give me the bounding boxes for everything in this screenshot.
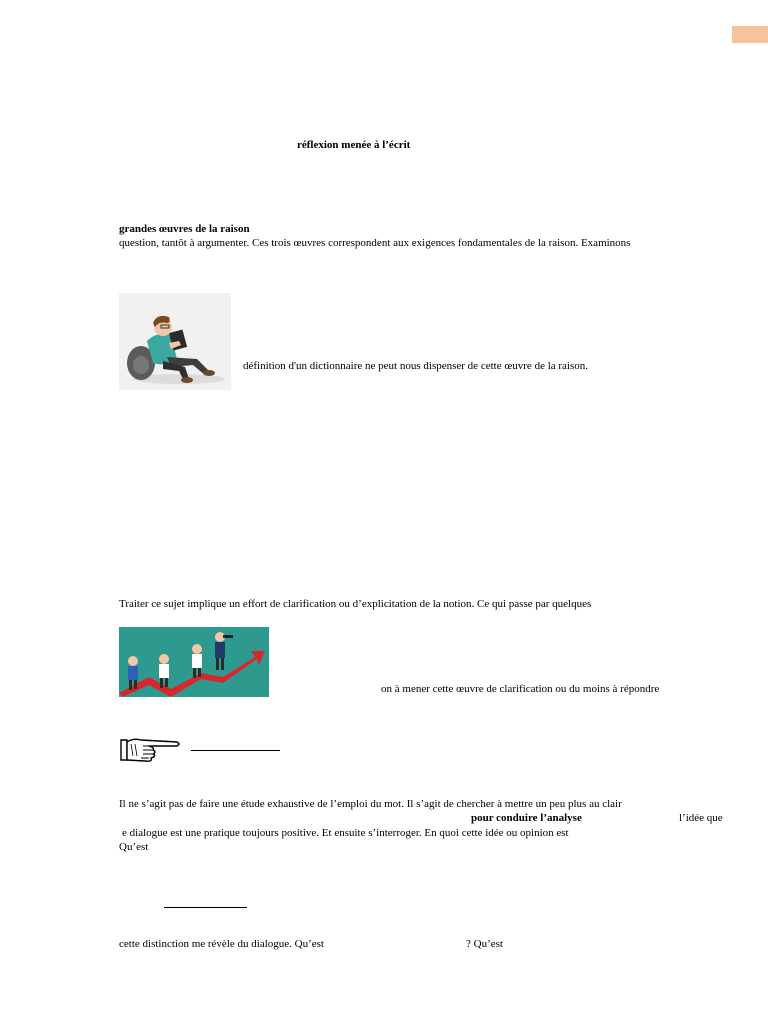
- image-caption: on à mener cette œuvre de clarification ou du moins à répondre: [381, 683, 660, 695]
- student-reading-icon: [119, 293, 231, 390]
- blank-underline: [164, 907, 247, 908]
- paragraph-line: Traiter ce sujet implique un effort de clarification ou d’explicitation de la notion. Ce qui passe par quelques: [119, 598, 592, 610]
- pointing-hand-image: [119, 736, 181, 764]
- team-climbing-image: [119, 627, 269, 697]
- corner-tab: [732, 26, 768, 43]
- paragraph-fragment: ? Qu’est: [466, 938, 503, 950]
- bold-phrase: pour conduire l’analyse: [471, 812, 582, 824]
- paragraph-line: question, tantôt à argumenter. Ces trois œuvres correspondent aux exigences fondamentales de la raison. Examinons: [119, 237, 631, 249]
- image-caption: définition d'un dictionnaire ne peut nous dispenser de cette œuvre de la raison.: [243, 360, 589, 372]
- blank-underline: [191, 750, 280, 751]
- student-reading-image: [119, 293, 231, 390]
- section-title: grandes œuvres de la raison: [119, 223, 250, 235]
- pointing-hand-icon: [119, 736, 181, 764]
- paragraph-line: e dialogue est une pratique toujours positive. Et ensuite s’interroger. En quoi cette idée ou opinion est: [122, 827, 569, 839]
- paragraph-line: cette distinction me révèle du dialogue. Qu’est: [119, 938, 324, 950]
- paragraph-line: Qu’est: [119, 841, 149, 853]
- team-climbing-growth-arrow-icon: [119, 627, 269, 697]
- paragraph-line: Il ne s’agit pas de faire une étude exhaustive de l’emploi du mot. Il s’agit de chercher à mettre un peu plus au clair: [119, 798, 622, 810]
- paragraph-fragment: l’idée que: [679, 812, 723, 824]
- page-heading: réflexion menée à l’écrit: [297, 139, 411, 151]
